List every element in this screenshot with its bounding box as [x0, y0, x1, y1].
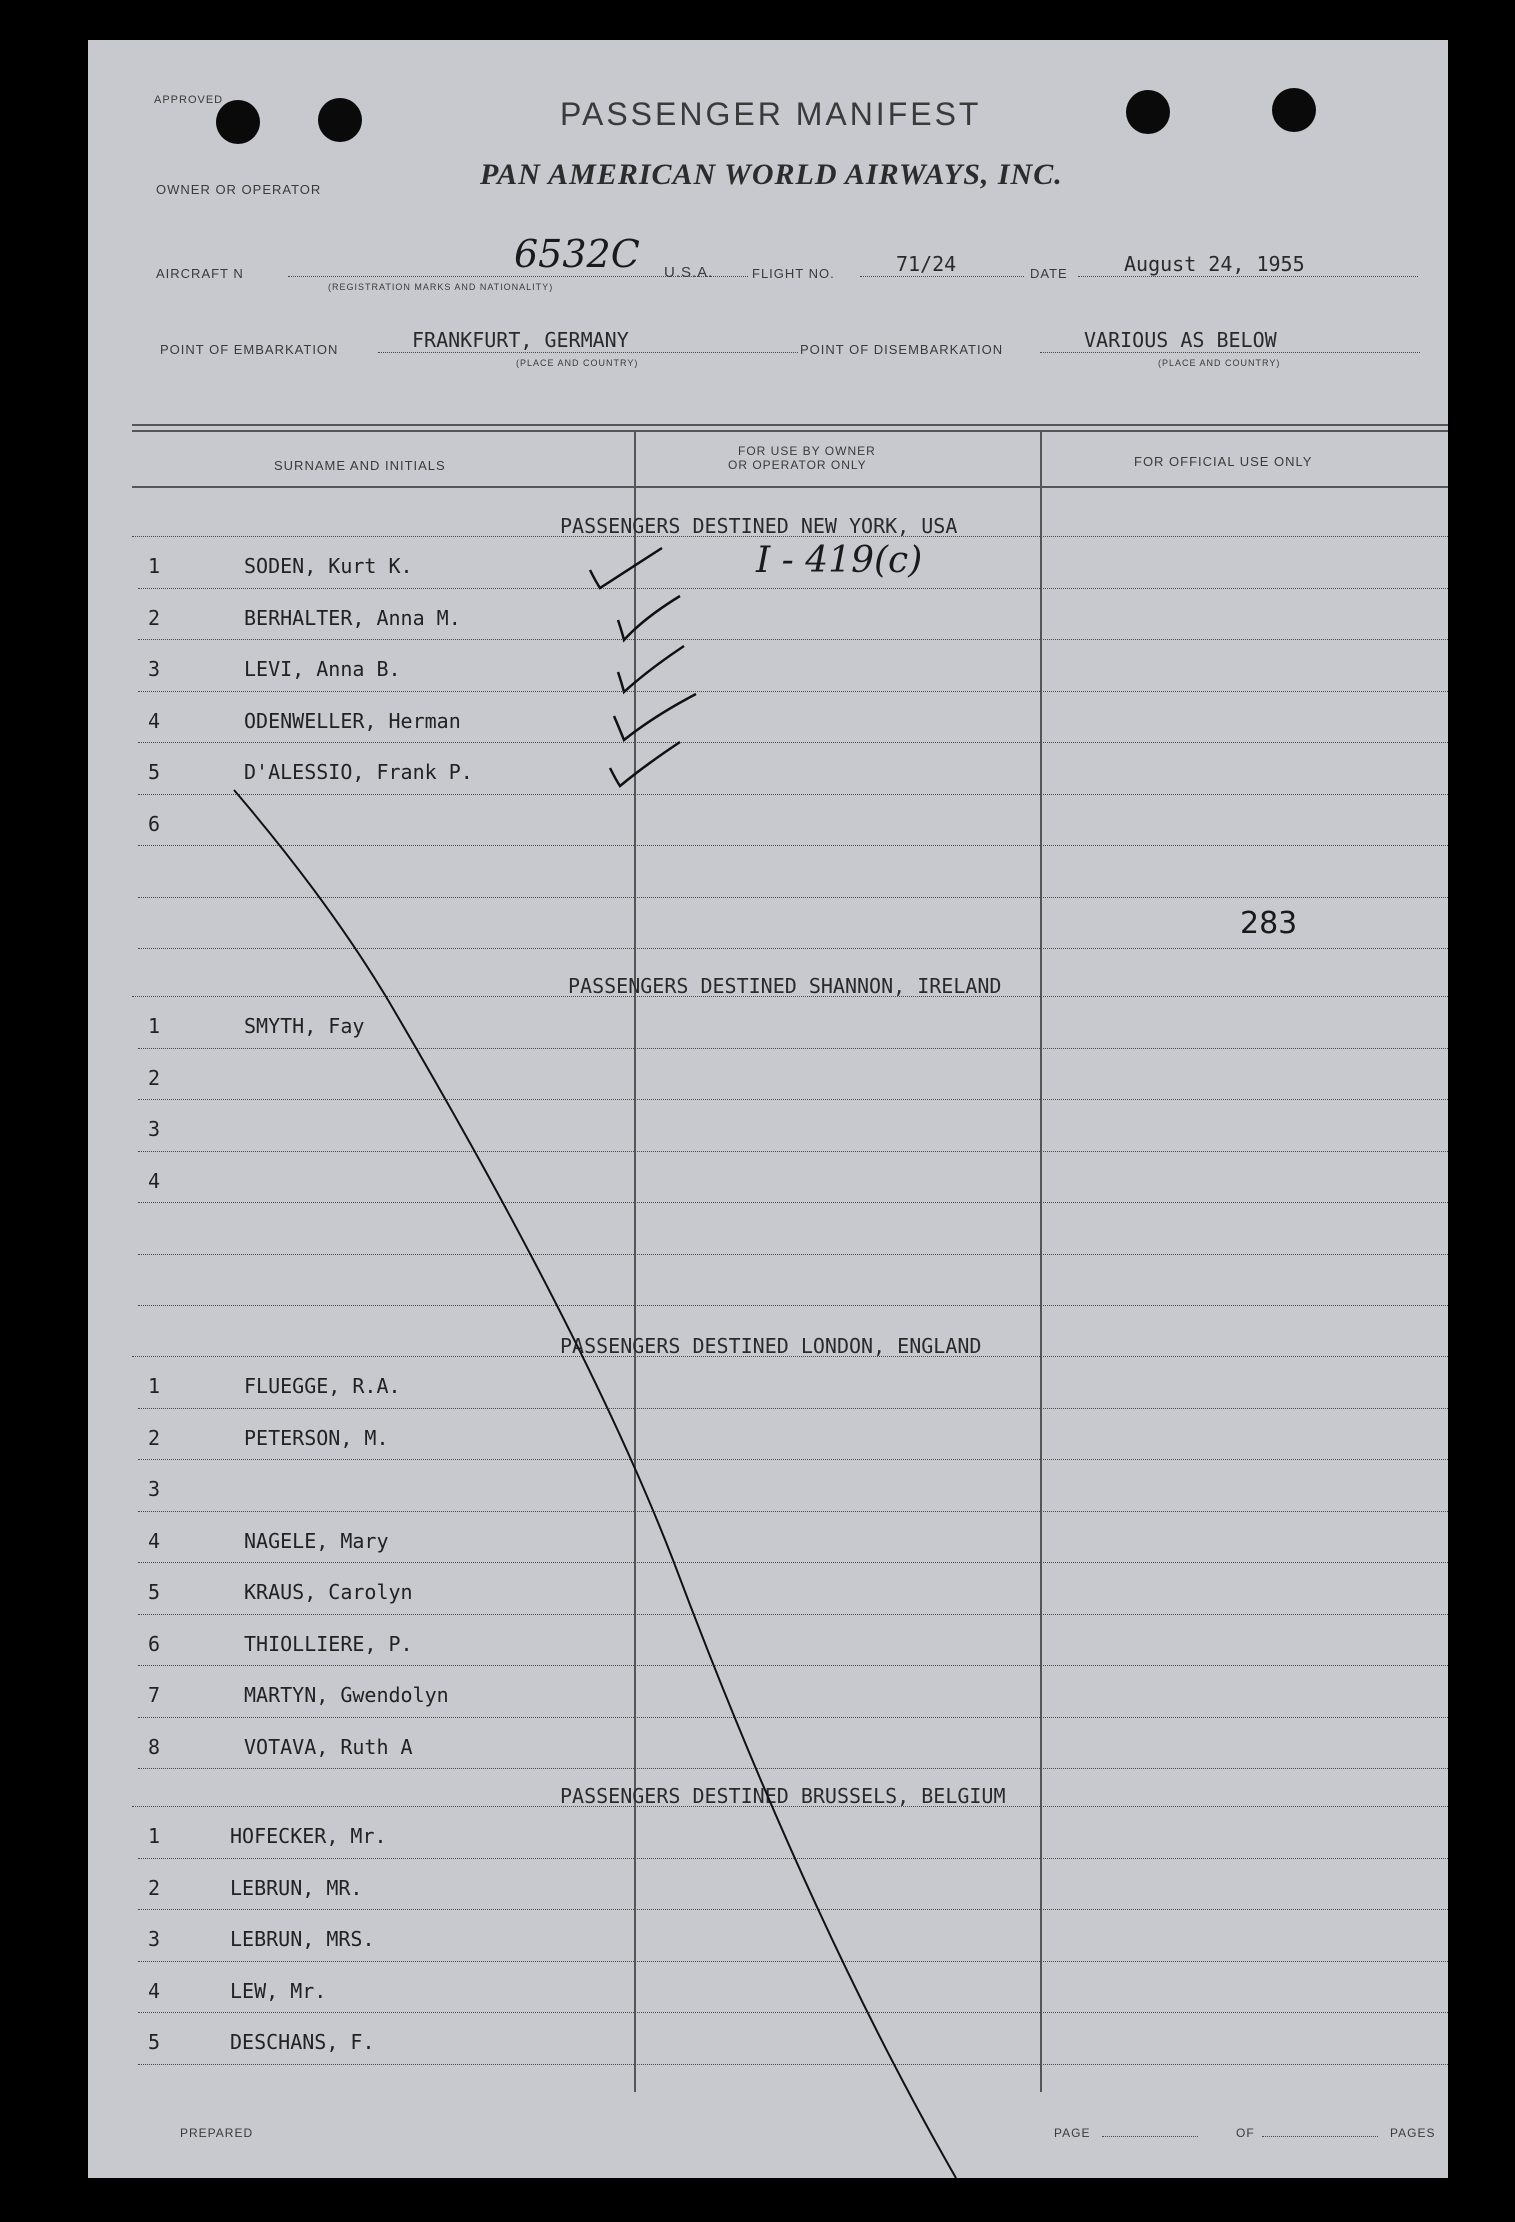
row-number: 4 [148, 1528, 161, 1553]
passenger-name: LEVI, Anna B. [244, 657, 401, 681]
embarkation-value: FRANKFURT, GERMANY [412, 328, 629, 352]
disembarkation-caption: (PLACE AND COUNTRY) [1158, 358, 1281, 368]
passenger-name: KRAUS, Carolyn [244, 1580, 413, 1604]
embarkation-caption: (PLACE AND COUNTRY) [516, 358, 639, 368]
row-number: 3 [148, 1477, 161, 1501]
passenger-name: MARTYN, Gwendolyn [244, 1683, 449, 1707]
passenger-name: D'ALESSIO, Frank P. [244, 760, 473, 784]
row-number: 5 [148, 2030, 161, 2054]
section-heading: PASSENGERS DESTINED LONDON, ENGLAND [560, 1334, 982, 1358]
date-label: DATE [1030, 266, 1068, 281]
row-number: 1 [148, 1824, 161, 1848]
check-mark-icon [618, 596, 680, 640]
row-number: 3 [148, 657, 161, 681]
section-heading: PASSENGERS DESTINED BRUSSELS, BELGIUM [560, 1784, 1006, 1808]
check-mark-icon [610, 742, 680, 786]
row-number: 2 [148, 1875, 161, 1900]
row-number: 4 [148, 1978, 161, 2003]
strike-line [234, 790, 956, 2178]
aircraft-label: AIRCRAFT N [156, 266, 244, 281]
passenger-name: VOTAVA, Ruth A [244, 1734, 413, 1759]
check-mark-icon [590, 548, 662, 588]
row-number: 1 [148, 1374, 161, 1398]
section-heading: PASSENGERS DESTINED NEW YORK, USA [560, 514, 958, 538]
company-name: PAN AMERICAN WORLD AIRWAYS, INC. [480, 158, 1063, 191]
passenger-name: SMYTH, Fay [244, 1014, 365, 1038]
row-number: 3 [148, 1927, 161, 1951]
row-number: 6 [148, 811, 161, 836]
passenger-name: HOFECKER, Mr. [230, 1824, 387, 1848]
flight-date: August 24, 1955 [1124, 252, 1305, 276]
row-number: 4 [148, 1168, 161, 1193]
row-number: 4 [148, 708, 161, 733]
approved-label: APPROVED [154, 94, 224, 106]
section-heading: PASSENGERS DESTINED SHANNON, IRELAND [568, 974, 1002, 998]
passenger-name: LEBRUN, MR. [230, 1875, 363, 1900]
column-header-owner-use: FOR USE BY OWNER [738, 444, 876, 458]
row-number: 2 [148, 605, 161, 630]
footer-pages: PAGES [1390, 2126, 1436, 2140]
annotation-marks [88, 40, 1448, 2178]
flight-number: 71/24 [896, 252, 957, 276]
stamp-number: 283 [1240, 906, 1298, 941]
column-header-official: FOR OFFICIAL USE ONLY [1134, 454, 1313, 469]
aircraft-caption: (REGISTRATION MARKS AND NATIONALITY) [328, 282, 554, 292]
row-number: 2 [148, 1065, 161, 1090]
disembarkation-label: POINT OF DISEMBARKATION [800, 342, 1004, 357]
passenger-name: ODENWELLER, Herman [244, 708, 461, 733]
row-number: 8 [148, 1734, 161, 1759]
passenger-name: THIOLLIERE, P. [244, 1631, 413, 1656]
flight-label: FLIGHT NO. [752, 266, 835, 281]
aircraft-number: 6532C [514, 232, 640, 276]
passenger-name: BERHALTER, Anna M. [244, 605, 461, 630]
passenger-name: FLUEGGE, R.A. [244, 1374, 401, 1398]
passenger-name: PETERSON, M. [244, 1425, 389, 1450]
check-mark-icon [618, 646, 684, 692]
footer-page: PAGE [1054, 2126, 1091, 2140]
column-header-surname: SURNAME AND INITIALS [274, 458, 446, 473]
check-mark-icon [614, 694, 696, 740]
manifest-paper [88, 40, 1448, 2178]
passenger-name: NAGELE, Mary [244, 1528, 389, 1553]
footer-prepared: PREPARED [180, 2126, 254, 2140]
row-number: 1 [148, 1014, 161, 1038]
usa-label: U.S.A. [664, 264, 714, 281]
row-number: 5 [148, 760, 161, 784]
column-header-owner-use-2: OR OPERATOR ONLY [728, 458, 867, 472]
passenger-name: SODEN, Kurt K. [244, 554, 413, 578]
disembarkation-value: VARIOUS AS BELOW [1084, 328, 1277, 352]
row-number: 3 [148, 1117, 161, 1141]
passenger-name: DESCHANS, F. [230, 2030, 375, 2054]
row-number: 5 [148, 1580, 161, 1604]
embarkation-label: POINT OF EMBARKATION [160, 342, 339, 357]
passenger-name: LEBRUN, MRS. [230, 1927, 375, 1951]
footer-of: OF [1236, 2126, 1255, 2140]
row-number: 2 [148, 1425, 161, 1450]
handwritten-code: I - 419(c) [756, 540, 923, 581]
row-number: 6 [148, 1631, 161, 1656]
owner-label: OWNER OR OPERATOR [156, 182, 322, 197]
passenger-name: LEW, Mr. [230, 1978, 327, 2003]
row-number: 7 [148, 1683, 161, 1707]
row-number: 1 [148, 554, 161, 578]
page-title: PASSENGER MANIFEST [560, 96, 982, 132]
